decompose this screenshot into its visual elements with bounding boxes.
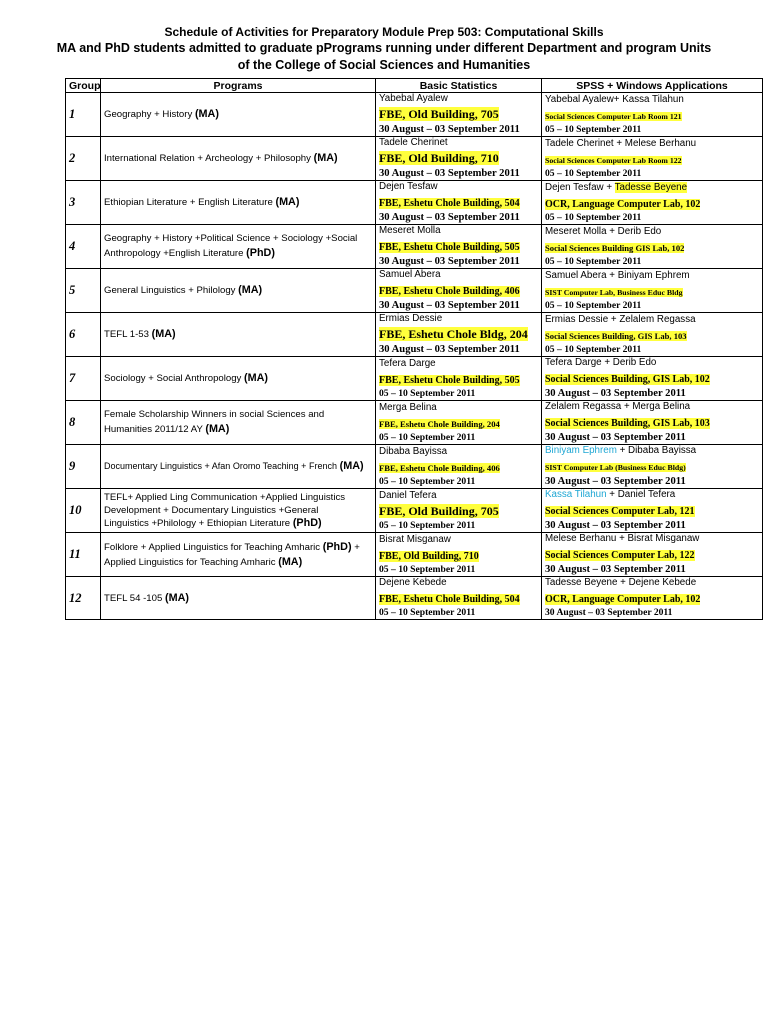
program-name: International Relation + Archeology + Philosophy xyxy=(104,153,311,164)
instructor: Tefera Darge xyxy=(379,357,436,369)
group-number: 9 xyxy=(66,445,101,489)
program-name: General Linguistics + Philology xyxy=(104,285,236,296)
location: FBE, Old Building, 710 xyxy=(379,550,479,562)
location: Social Sciences Computer Lab, 121 xyxy=(545,506,695,517)
date-range: 05 – 10 September 2011 xyxy=(545,255,642,267)
instructor: Yabebal Ayalew+ Kassa Tilahun xyxy=(545,93,684,105)
date-range: 30 August – 03 September 2011 xyxy=(545,476,686,487)
date-range: 05 – 10 September 2011 xyxy=(545,299,642,311)
date-range: 30 August – 03 September 2011 xyxy=(545,607,673,618)
instructor: Zelalem Regassa + Merga Belina xyxy=(545,401,691,412)
date-range: 05 – 10 September 2011 xyxy=(545,211,642,223)
header-group: Group xyxy=(66,79,101,93)
date-range: 05 – 10 September 2011 xyxy=(379,519,476,531)
instructor: Meseret Molla + Derib Edo xyxy=(545,225,662,237)
table-row xyxy=(66,445,763,489)
spss-cell xyxy=(542,181,763,225)
date-range: 30 August – 03 September 2011 xyxy=(379,212,520,223)
table-row xyxy=(66,577,763,620)
location: FBE, Old Building, 705 xyxy=(379,503,499,518)
instructor-b: Tadesse Beyene xyxy=(614,181,688,193)
location: FBE, Eshetu Chole Building, 504 xyxy=(379,198,520,209)
date-range: 30 August – 03 September 2011 xyxy=(379,344,520,355)
instructor: Dejene Kebede xyxy=(379,577,447,588)
location: Social Sciences Building, GIS Lab, 102 xyxy=(545,374,710,385)
date-range: 30 August – 03 September 2011 xyxy=(379,256,520,267)
instructor: Dibaba Bayissa xyxy=(379,445,448,457)
program-name: Sociology + Social Anthropology xyxy=(104,373,242,384)
location: OCR, Language Computer Lab, 102 xyxy=(545,594,701,605)
program-level: (MA) xyxy=(275,196,300,208)
table-row xyxy=(66,357,763,401)
table-row xyxy=(66,533,763,577)
table-row xyxy=(66,313,763,357)
instructor: Tadele Cherinet xyxy=(379,137,448,148)
program-cell xyxy=(101,137,376,181)
group-number: 1 xyxy=(66,93,101,137)
instructor: Tadele Cherinet + Melese Berhanu xyxy=(545,137,697,149)
program-level: (PhD) xyxy=(292,517,322,529)
location: FBE, Eshetu Chole Bldg, 204 xyxy=(379,327,528,341)
program-cell xyxy=(101,269,376,313)
instructor: Yabebal Ayalew xyxy=(379,93,448,104)
date-range: 30 August – 03 September 2011 xyxy=(545,564,686,575)
basic-stats-cell xyxy=(376,313,542,357)
title-line-3: of the College of Social Sciences and Humanities xyxy=(237,58,531,72)
location: Social Sciences Building, GIS Lab, 103 xyxy=(545,330,687,341)
instructor: Daniel Tefera xyxy=(379,489,437,501)
basic-stats-cell xyxy=(376,401,542,445)
location: FBE, Old Building, 710 xyxy=(379,151,499,165)
title-line-1: Schedule of Activities for Preparatory Module Prep 503: Computational Skills xyxy=(164,25,604,39)
basic-stats-cell xyxy=(376,489,542,533)
program-level: (MA) xyxy=(194,108,219,120)
program-cell xyxy=(101,533,376,577)
instructor xyxy=(545,182,759,194)
date-range: 05 – 10 September 2011 xyxy=(545,167,642,179)
location: Social Sciences Computer Lab, 122 xyxy=(545,550,695,561)
basic-stats-cell xyxy=(376,533,542,577)
basic-stats-cell xyxy=(376,269,542,313)
program-cell xyxy=(101,489,376,533)
date-range: 05 – 10 September 2011 xyxy=(545,123,642,135)
table-row xyxy=(66,137,763,181)
date-range: 05 – 10 September 2011 xyxy=(379,387,476,399)
program-level: (MA) xyxy=(278,555,303,568)
date-range: 05 – 10 September 2011 xyxy=(379,475,476,487)
group-number: 8 xyxy=(66,401,101,445)
date-range: 30 August – 03 September 2011 xyxy=(379,168,520,179)
spss-cell xyxy=(542,577,763,620)
location: SIST Computer Lab, Business Educ Bldg xyxy=(545,287,683,297)
header-programs: Programs xyxy=(101,79,376,93)
program-name: Ethiopian Literature + English Literature xyxy=(104,197,273,208)
instructor: Dejen Tesfaw xyxy=(379,181,438,192)
instructor-a: Kassa Tilahun xyxy=(545,489,607,500)
location: Social Sciences Building GIS Lab, 102 xyxy=(545,242,685,253)
program-level: (MA) xyxy=(238,284,263,296)
instructor: Meseret Molla xyxy=(379,225,441,236)
header-row xyxy=(66,79,763,93)
instructor xyxy=(545,489,759,501)
instructor xyxy=(545,445,759,457)
program-level: (PhD) xyxy=(246,247,275,259)
table-row xyxy=(66,93,763,137)
location: FBE, Eshetu Chole Building, 406 xyxy=(379,286,520,297)
group-number: 6 xyxy=(66,313,101,357)
program-cell xyxy=(101,313,376,357)
date-range: 30 August – 03 September 2011 xyxy=(545,432,686,443)
basic-stats-cell xyxy=(376,357,542,401)
instructor-b: + Daniel Tefera xyxy=(606,489,676,500)
program-level: (MA) xyxy=(244,372,268,384)
table-row xyxy=(66,181,763,225)
basic-stats-cell xyxy=(376,225,542,269)
location: FBE, Eshetu Chole Building, 505 xyxy=(379,374,520,386)
program-name: Anthropology +English Literature xyxy=(104,248,244,259)
program-cell xyxy=(101,577,376,620)
location: OCR, Language Computer Lab, 102 xyxy=(545,198,701,210)
location: FBE, Eshetu Chole Building, 204 xyxy=(379,418,500,429)
program-name: TEFL 54 -105 xyxy=(104,592,163,604)
date-range: 05 – 10 September 2011 xyxy=(379,607,476,618)
program-cell xyxy=(101,225,376,269)
location: FBE, Eshetu Chole Building, 406 xyxy=(379,462,500,473)
location: Social Sciences Computer Lab Room 121 xyxy=(545,111,682,121)
program-level: (MA) xyxy=(164,591,189,604)
header-spss: SPSS + Windows Applications xyxy=(542,79,763,93)
program-name: Development + Documentary Linguistics +General xyxy=(104,505,319,516)
instructor: Samuel Abera xyxy=(379,269,441,280)
group-number: 5 xyxy=(66,269,101,313)
document-title xyxy=(40,24,728,74)
spss-cell xyxy=(542,401,763,445)
program-name: Humanities 2011/12 AY xyxy=(104,424,203,435)
instructor: Tefera Darge + Derib Edo xyxy=(545,357,657,368)
instructor-a: Biniyam Ephrem xyxy=(545,445,617,456)
group-number: 10 xyxy=(66,489,101,533)
spss-cell xyxy=(542,489,763,533)
location: Social Sciences Building, GIS Lab, 103 xyxy=(545,418,710,429)
location: SIST Computer Lab (Business Educ Bldg) xyxy=(545,463,686,472)
spss-cell xyxy=(542,357,763,401)
date-range: 05 – 10 September 2011 xyxy=(379,431,476,443)
program-name: Geography + History xyxy=(104,109,193,120)
instructor: Merga Belina xyxy=(379,401,437,413)
table-row xyxy=(66,489,763,533)
date-range: 05 – 10 September 2011 xyxy=(545,343,642,355)
program-name: Linguistics +Philology + Ethiopian Literature xyxy=(104,518,291,529)
program-level: (MA) xyxy=(151,328,176,340)
group-number: 11 xyxy=(66,533,101,577)
basic-stats-cell xyxy=(376,181,542,225)
group-number: 3 xyxy=(66,181,101,225)
instructor: Melese Berhanu + Bisrat Misganaw xyxy=(545,533,700,544)
instructor: Tadesse Beyene + Dejene Kebede xyxy=(545,577,697,588)
group-number: 4 xyxy=(66,225,101,269)
date-range: 30 August – 03 September 2011 xyxy=(379,300,520,311)
location: Social Sciences Computer Lab Room 122 xyxy=(545,155,682,165)
group-number: 2 xyxy=(66,137,101,181)
program-level: (MA) xyxy=(313,152,338,164)
location: FBE, Old Building, 705 xyxy=(379,107,499,121)
program-cell xyxy=(101,357,376,401)
spss-cell xyxy=(542,93,763,137)
instructor: Ermias Dessie xyxy=(379,313,443,324)
program-name: Applied Linguistics for Teaching Amharic xyxy=(104,556,276,568)
spss-cell xyxy=(542,445,763,489)
program-name: TEFL+ Applied Ling Communication +Applied Linguistics xyxy=(104,492,346,503)
program-name: Female Scholarship Winners in social Sciences and xyxy=(104,409,325,420)
date-range: 05 – 10 September 2011 xyxy=(379,563,476,575)
program-name: Geography + History +Political Science + Sociology +Social xyxy=(104,233,358,244)
program-cell xyxy=(101,445,376,489)
program-name: Documentary Linguistics + Afan Oromo Teaching + French xyxy=(104,461,337,471)
program-name: TEFL 1-53 xyxy=(104,329,149,340)
instructor: Bisrat Misganaw xyxy=(379,533,451,545)
group-number: 7 xyxy=(66,357,101,401)
basic-stats-cell xyxy=(376,93,542,137)
date-range: 30 August – 03 September 2011 xyxy=(545,388,686,399)
header-basic-statistics: Basic Statistics xyxy=(376,79,542,93)
instructor-a: Dejen Tesfaw + xyxy=(545,181,615,193)
table-row xyxy=(66,401,763,445)
program-level: (PhD) xyxy=(322,540,352,553)
program-cell xyxy=(101,93,376,137)
program-level: (MA) xyxy=(339,460,364,472)
program-cell xyxy=(101,181,376,225)
spss-cell xyxy=(542,137,763,181)
basic-stats-cell xyxy=(376,445,542,489)
title-line-2: MA and PhD students admitted to graduate pPrograms running under different Department and program Units xyxy=(56,41,712,55)
group-number: 12 xyxy=(66,577,101,620)
program-cell xyxy=(101,401,376,445)
table-row xyxy=(66,225,763,269)
spss-cell xyxy=(542,533,763,577)
instructor: Ermias Dessie + Zelalem Regassa xyxy=(545,313,696,325)
location: FBE, Eshetu Chole Building, 504 xyxy=(379,594,520,605)
basic-stats-cell xyxy=(376,577,542,620)
instructor-b: + Dibaba Bayissa xyxy=(616,445,697,456)
program-level: (MA) xyxy=(205,423,230,435)
basic-stats-cell xyxy=(376,137,542,181)
location: FBE, Eshetu Chole Building, 505 xyxy=(379,242,520,253)
instructor: Samuel Abera + Biniyam Ephrem xyxy=(545,269,690,281)
spss-cell xyxy=(542,269,763,313)
date-range: 30 August – 03 September 2011 xyxy=(545,520,686,531)
spss-cell xyxy=(542,313,763,357)
table-row xyxy=(66,269,763,313)
date-range: 30 August – 03 September 2011 xyxy=(379,124,520,135)
program-name: Folklore + Applied Linguistics for Teaching Amharic xyxy=(104,541,321,553)
program-name: + xyxy=(351,541,360,553)
schedule-table xyxy=(65,78,763,620)
spss-cell xyxy=(542,225,763,269)
